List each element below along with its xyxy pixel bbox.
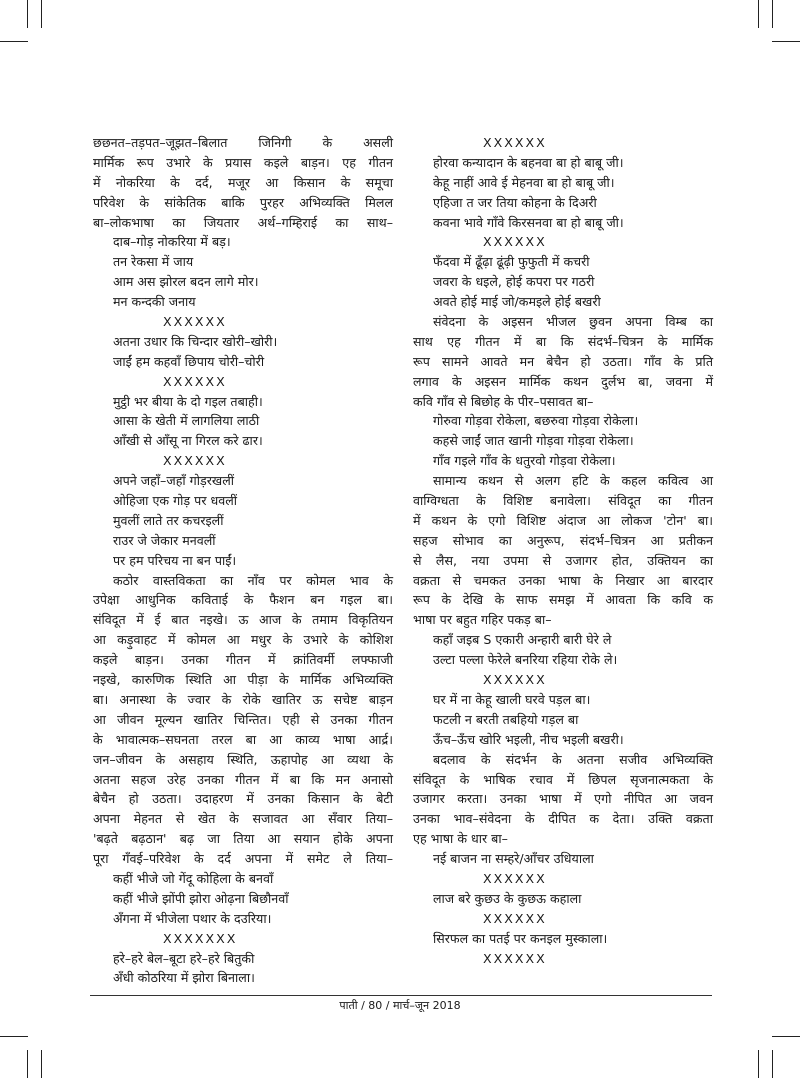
verse-line: गोरुवा गोड़वा रोकेला, बछरुवा गोड़वा रोकेला। xyxy=(433,413,639,429)
crop-mark-top-right-h xyxy=(772,41,800,42)
text-line: अतना सहज उरेह उनका गीतन में बा कि मन अनासो xyxy=(93,771,393,787)
verse-separator: XXXXXX xyxy=(483,234,547,250)
text-line: जन–जीवन के असहाय स्थिति, ऊहापोह आ व्यथा के xyxy=(93,751,393,767)
verse-separator: XXXXXX xyxy=(483,135,547,150)
verse-line: राउर जे जेकार मनवलीं xyxy=(113,532,216,548)
verse-line: तन रेकसा में जाय xyxy=(113,254,194,270)
verse-line: दाब–गोड़ नोकरिया में बड़। xyxy=(113,234,231,250)
verse-line: होरवा कन्यादान के बहनवा बा हो बाबू जी। xyxy=(433,154,624,170)
verse-separator: XXXXXX xyxy=(483,870,547,886)
verse-line: सिरफल का पतई पर कनइल मुस्काला। xyxy=(433,930,608,946)
text-line: सहज सोभाव का अनुरूप, संदर्भ–चित्रन आ प्रतीकन xyxy=(413,532,713,548)
verse-line: आसा के खेती में लागलिया लाठी xyxy=(113,413,260,429)
text-line: संवेदना के अइसन भीजल छुवन अपना विम्ब का xyxy=(433,314,713,330)
verse-line: उल्टा पल्ला फेरेले बनरिया रहिया रोके ले। xyxy=(433,652,618,668)
verse-line: फँदवा में ढूँढ़ा ढूंढ़ी फुफुती में कचरी xyxy=(433,254,590,270)
footer-rule xyxy=(90,995,712,996)
verse-line: हरे–हरे बेल–बूटा हरे–हरे बितुकी xyxy=(113,950,255,966)
verse-separator: XXXXXX xyxy=(163,314,227,330)
text-line: रूप के देखि के साफ समझ में आवता कि कवि क xyxy=(413,592,713,608)
text-line: साथ एह गीतन में बा कि संदर्भ–चित्रन के मार्मिक xyxy=(413,333,713,349)
verse-line: कहसे जाईं जात खानी गोड़वा गोड़वा रोकेला। xyxy=(433,433,634,449)
text-line: छछनत–तड़पत–जूझत–बिलात जिनिगी के असली xyxy=(93,135,393,150)
text-line: में कथन के एगो विशिष्ट अंदाज आ लोकज 'टोन' बा। xyxy=(413,512,713,528)
crop-mark-top-right-v2 xyxy=(772,0,773,28)
verse-line: पर हम परिचय ना बन पाईं। xyxy=(113,552,237,568)
text-line: नइखे, कारुणिक स्थिति आ पीड़ा के मार्मिक अभिव्यक्ति xyxy=(93,672,393,688)
crop-mark-top-left-v xyxy=(27,0,28,28)
verse-line: जाईं हम कहवाँ छिपाय चोरी–चोरी xyxy=(113,353,265,369)
text-line: कवि गाँव से बिछोह के पीर–पसावत बा– xyxy=(413,393,594,409)
text-line: संविदूत में ई बात नइखे। ऊ आज के तमाम विकृतियन xyxy=(93,612,393,628)
text-line: बा। अनास्था के ज्वार के रोके खातिर ऊ सचेष्ट बाड़न xyxy=(93,691,393,707)
text-line: आ कड़ुवाहट में कोमल आ मधुर के उभारे के कोशिश xyxy=(93,632,393,648)
text-line: एह भाषा के धार बा– xyxy=(413,831,508,847)
verse-line: मन कन्दकी जनाय xyxy=(113,294,196,310)
verse-line: मुवलीं लाते तर कचरइलीं xyxy=(113,512,224,528)
text-line: संविदूत के भाषिक रचाव में छिपल सृजनात्मकता के xyxy=(413,771,713,787)
crop-mark-top-left-h xyxy=(0,41,28,42)
verse-line: एहिजा त जर तिया कोहना के दिअरी xyxy=(433,194,597,210)
crop-mark-bottom-left-v2 xyxy=(41,1050,42,1078)
crop-mark-top-left-v2 xyxy=(41,0,42,28)
verse-separator: XXXXXX xyxy=(483,910,547,926)
text-line: परिवेश के सांकेतिक बाकि पुरहर अभिव्यक्ति मिलल xyxy=(93,194,393,210)
crop-mark-bottom-right-v xyxy=(758,1050,759,1078)
verse-separator: XXXXXXX xyxy=(163,930,238,946)
verse-line: अतना उधार कि चिन्दार खोरी–खोरी। xyxy=(113,333,278,349)
verse-line: गाँव गइले गाँव के धतुरवो गोड़वा रोकेला। xyxy=(433,453,616,469)
verse-line: कवना भावे गाँवे किरसनवा बा हो बाबू जी। xyxy=(433,214,624,230)
text-line: के भावात्मक–सघनता तरल बा आ काव्य भाषा आर्द्र। xyxy=(93,731,393,747)
text-line: में नोकरिया के दर्द, मजूर आ किसान के समूचा xyxy=(93,174,393,190)
text-line: पूरा गँवई–परिवेश के दर्द अपना में समेट ले तिया– xyxy=(93,851,393,867)
verse-line: जवरा के धइले, होई कपरा पर गठरी xyxy=(433,274,595,290)
verse-line: अपने जहाँ–जहाँ गोड़रखलीं xyxy=(113,473,234,489)
text-line: कठोर वास्तविकता का नाँव पर कोमल भाव के xyxy=(113,572,393,588)
verse-line: लाज बरे कुछउ के कुछऊ कहाला xyxy=(433,890,582,906)
verse-line: आम अस झोरल बदन लागे मोर। xyxy=(113,274,259,290)
text-line: रूप सामने आवते मन बेचैन हो उठता। गाँव के प्रति xyxy=(413,353,713,369)
verse-line: फटली न बरती तबहियो गड़ल बा xyxy=(433,711,579,727)
text-line: वाग्विग्धता के विशिष्ट बनावेला। संविदूत का गीतन xyxy=(413,493,713,509)
verse-separator: XXXXXX xyxy=(163,373,227,389)
text-line: वक्रता से चमकत उनका भाषा के निखार आ बारदार xyxy=(413,572,713,588)
verse-separator: XXXXXX xyxy=(163,453,227,469)
text-line: से लैस, नया उपमा से उजागर होत, उक्तियन का xyxy=(413,552,713,568)
verse-line: अवते होई माई जो/कमइले होई बखरी xyxy=(433,294,601,310)
verse-line: अँधी कोठरिया में झोरा बिनाला। xyxy=(113,970,255,986)
verse-line: कहीं भीजे झोंपी झोरा ओढ़ना बिछौनवाँ xyxy=(113,890,289,906)
verse-line: ओहिजा एक गोड़ पर धवलीं xyxy=(113,493,238,509)
text-line: उपेक्षा आधुनिक कविताई के फैशन बन गइल बा। xyxy=(93,592,393,608)
left-column xyxy=(93,133,393,988)
verse-separator: XXXXXX xyxy=(483,950,547,966)
verse-line: अँगना में भीजेला पथार के दउरिया। xyxy=(113,910,272,926)
text-line: उजागर करता। उनका भाषा में एगो नीपित आ जवन xyxy=(413,791,713,807)
verse-line: आँखी से आँसू ना गिरल करे ढार। xyxy=(113,433,263,449)
verse-line: केहू नाहीं आवे ई मेहनवा बा हो बाबू जी। xyxy=(433,174,615,190)
right-column xyxy=(413,133,713,968)
text-line: लगाव के अइसन मार्मिक कथन दुर्लभ बा, जवना में xyxy=(413,373,713,389)
text-line: अपना मेहनत से खेत के सजावत आ सँवार तिया– xyxy=(93,811,393,827)
page-footer: पाती / 80 / मार्च–जून 2018 xyxy=(339,999,461,1012)
text-line: बदलाव के संदर्भन के अतना सजीव अभिव्यक्ति xyxy=(433,751,713,767)
text-line: मार्मिक रूप उभारे के प्रयास कइले बाड़न। एह गीतन xyxy=(93,154,393,170)
verse-line: ऊँच–ऊँच खोरि भइली, नीच भइली बखरी। xyxy=(433,731,624,747)
verse-line: कहाँ जइब S एकारी अन्हारी बारी घेरे ले xyxy=(433,632,612,648)
text-line: कइले बाड़न। उनका गीतन में क्रांतिवर्मी लफ्फाजी xyxy=(93,652,393,668)
text-line: उनका भाव–संवेदना के दीपित क देता। उक्ति वक्रता xyxy=(413,811,713,827)
crop-mark-bottom-left-h xyxy=(0,1036,28,1037)
verse-line: मुट्ठी भर बीया के दो गइल तबाही। xyxy=(113,393,263,409)
text-line: बेचैन हो उठता। उदाहरण में उनका किसान के बेटी xyxy=(93,791,393,807)
crop-mark-bottom-left-v xyxy=(27,1050,28,1078)
text-line: 'बढ़ते बढ़ठान' बढ़ जा तिया आ सयान होके अपना xyxy=(93,831,393,847)
crop-mark-bottom-right-h xyxy=(772,1036,800,1037)
verse-line: घर में ना केहू खाली घरवे पड़ल बा। xyxy=(433,691,591,707)
text-line: सामान्य कथन से अलग हटि के कहल कवित्व आ xyxy=(433,473,713,489)
text-line: बा–लोकभाषा का जियतार अर्थ–गम्हिराई का साथ– xyxy=(93,214,393,230)
text-line: भाषा पर बहुत गहिर पकड़ बा– xyxy=(413,612,552,628)
crop-mark-top-right-v xyxy=(758,0,759,28)
text-line: आ जीवन मूल्यन खातिर चिन्तित। एही से उनका गीतन xyxy=(93,711,393,727)
verse-line: कहीं भीजे जो गेंदू कोहिला के बनवाँ xyxy=(113,870,274,886)
verse-separator: XXXXXX xyxy=(483,672,547,688)
verse-line: नई बाजन ना सम्हरे/आँचर उधियाला xyxy=(433,851,594,867)
crop-mark-bottom-right-v2 xyxy=(772,1050,773,1078)
